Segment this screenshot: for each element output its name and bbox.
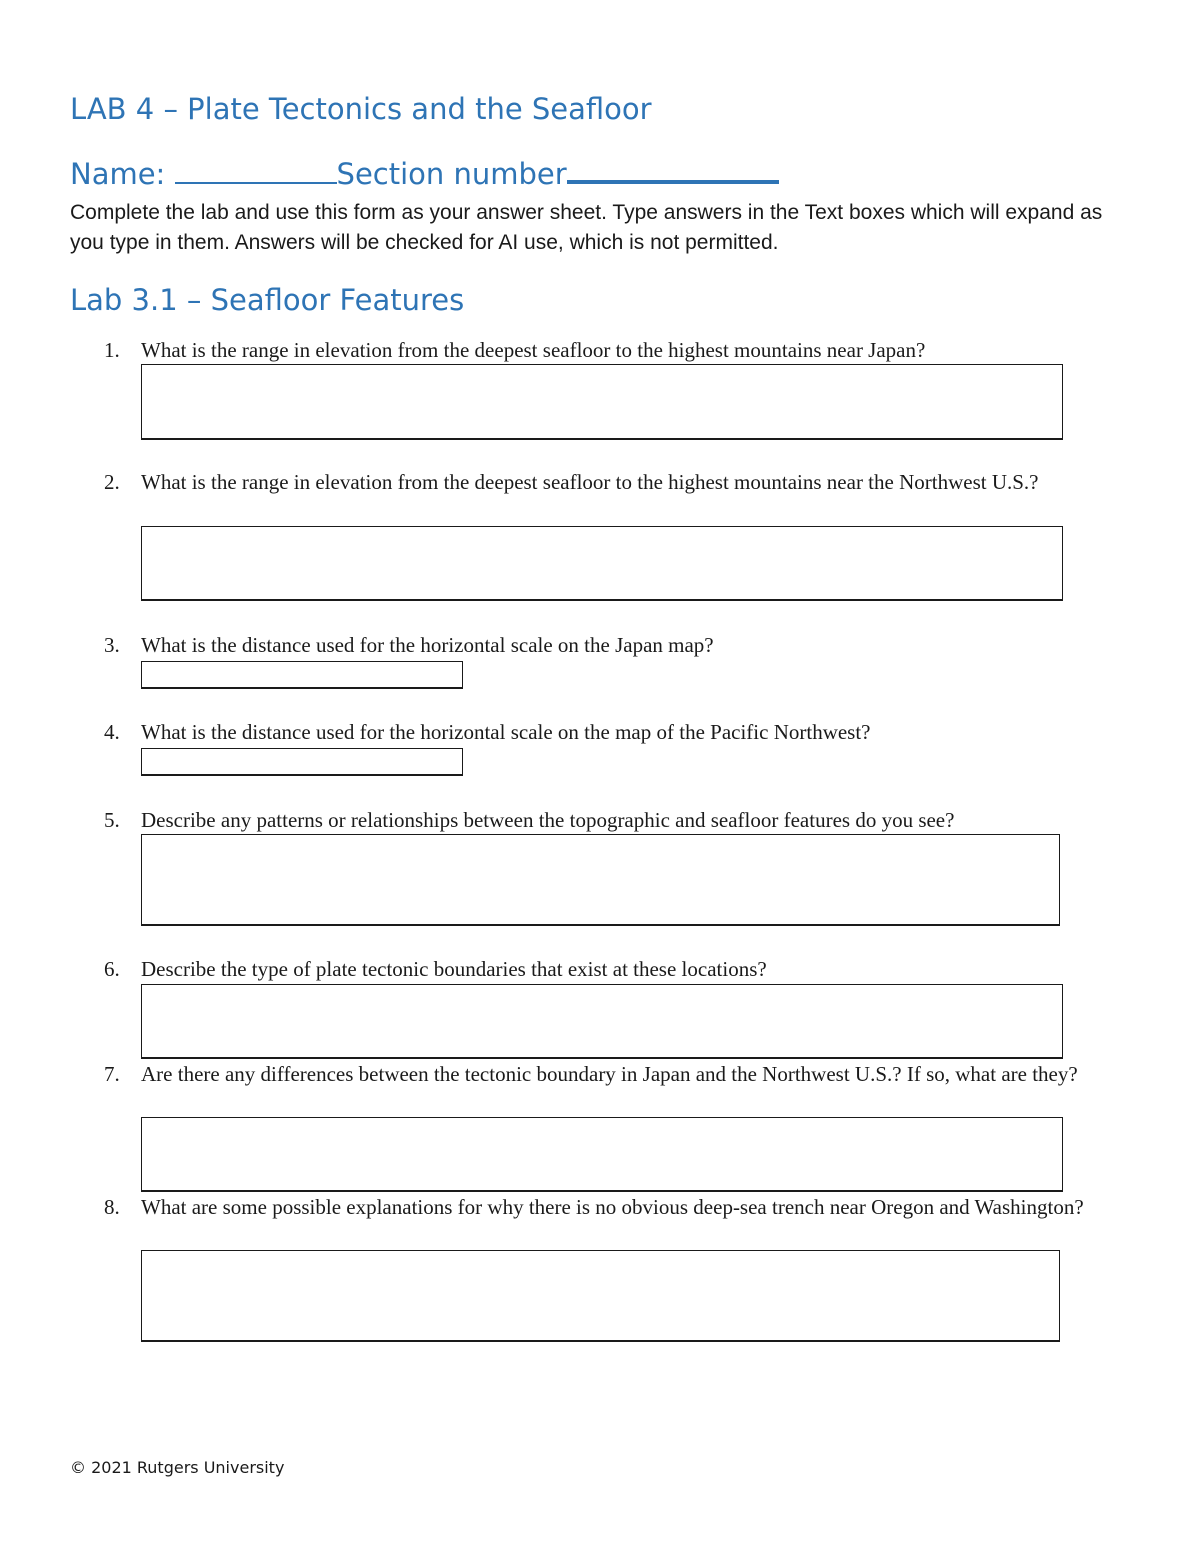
answer-box-2[interactable]: [141, 526, 1063, 601]
question-number: 2.: [104, 470, 120, 494]
question-1: [104, 336, 1114, 365]
answer-box-8[interactable]: [141, 1250, 1060, 1342]
answer-box-4[interactable]: [141, 748, 463, 776]
name-label: Name:: [70, 157, 175, 191]
section-heading: Lab 3.1 – Seafloor Features: [70, 283, 465, 317]
question-number: 4.: [104, 720, 120, 744]
page-title: LAB 4 – Plate Tectonics and the Seafloor: [70, 92, 652, 126]
question-text: What is the range in elevation from the deepest seafloor to the highest mountains near Japan?: [141, 338, 926, 362]
question-number: 8.: [104, 1195, 120, 1219]
question-5: [104, 806, 1114, 835]
question-4: [104, 718, 1114, 747]
answer-box-6[interactable]: [141, 984, 1063, 1059]
name-blank[interactable]: [175, 158, 337, 184]
question-2: [104, 468, 1114, 497]
question-number: 5.: [104, 808, 120, 832]
answer-box-5[interactable]: [141, 834, 1060, 926]
question-text: Are there any differences between the tectonic boundary in Japan and the Northwest U.S.? If so, what are they?: [141, 1062, 1078, 1086]
question-text: What are some possible explanations for why there is no obvious deep-sea trench near Oregon and Washington?: [141, 1195, 1084, 1219]
question-text: What is the range in elevation from the deepest seafloor to the highest mountains near the Northwest U.S.?: [141, 470, 1039, 494]
question-8: [104, 1193, 1114, 1222]
instructions-text: Complete the lab and use this form as your answer sheet. Type answers in the Text boxes which will expand as you type in them. Answers will be checked for AI use, which is not permitted.: [70, 201, 1103, 254]
question-text: What is the distance used for the horizontal scale on the Japan map?: [141, 633, 714, 657]
question-text: What is the distance used for the horizontal scale on the map of the Pacific Northwest?: [141, 720, 871, 744]
question-6: [104, 955, 1114, 984]
question-text: Describe the type of plate tectonic boundaries that exist at these locations?: [141, 957, 767, 981]
question-number: 6.: [104, 957, 120, 981]
question-text: Describe any patterns or relationships between the topographic and seafloor features do you see?: [141, 808, 955, 832]
answer-box-7[interactable]: [141, 1117, 1063, 1192]
question-7: [104, 1060, 1114, 1089]
question-3: [104, 631, 1114, 660]
answer-box-3[interactable]: [141, 661, 463, 689]
question-number: 1.: [104, 338, 120, 362]
question-number: 3.: [104, 633, 120, 657]
question-number: 7.: [104, 1062, 120, 1086]
name-section-line: [70, 156, 779, 191]
section-number-blank[interactable]: [567, 156, 779, 184]
answer-box-1[interactable]: [141, 364, 1063, 440]
copyright-footer: © 2021 Rutgers University: [70, 1458, 285, 1477]
section-number-label: Section number: [336, 157, 567, 191]
